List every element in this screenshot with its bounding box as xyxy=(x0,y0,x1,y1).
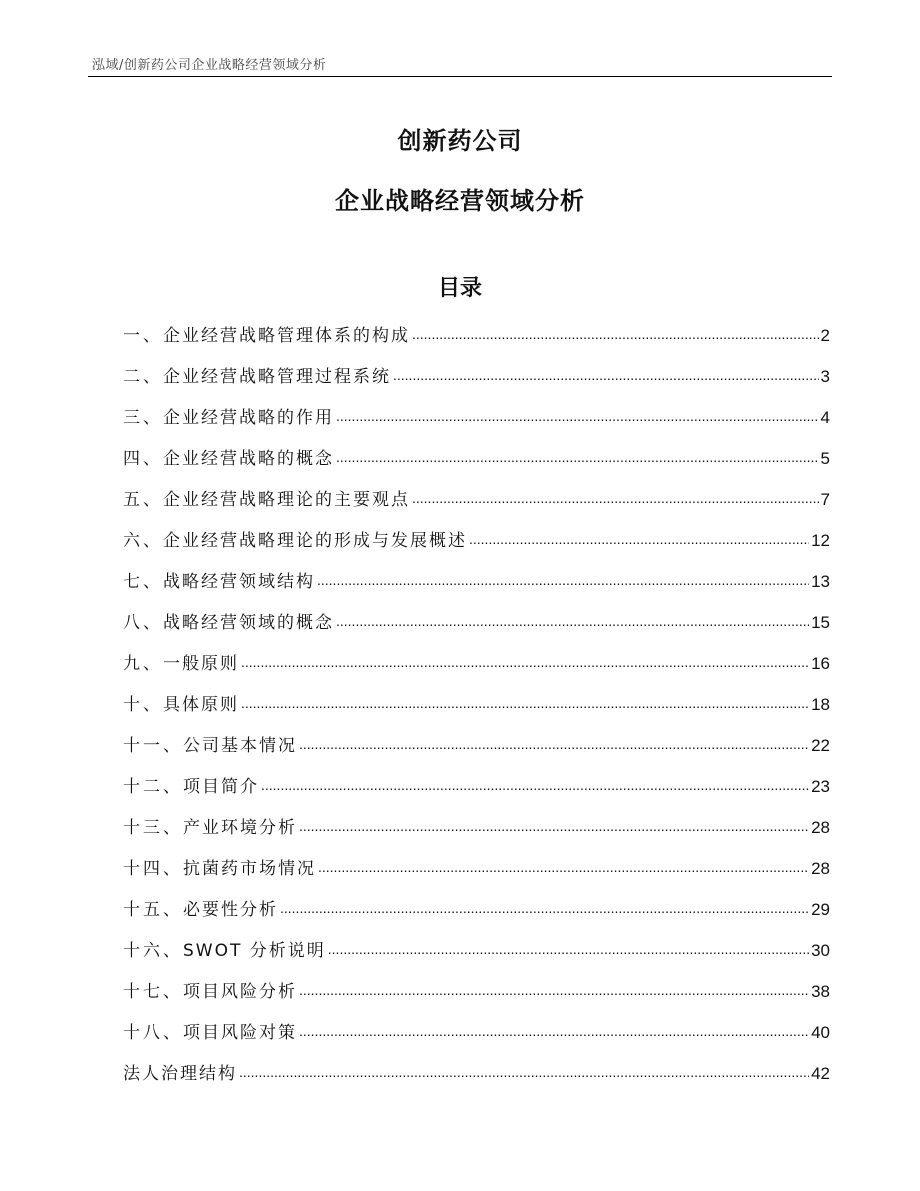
toc-leader-dots xyxy=(393,362,819,388)
toc-entry-number: 四、 xyxy=(123,449,163,469)
toc-entry-title: 公司基本情况 xyxy=(183,736,297,756)
toc-entry-number: 六、 xyxy=(123,531,163,551)
table-of-contents xyxy=(123,323,830,1102)
toc-entry-number: 十七、 xyxy=(123,982,183,1002)
toc-entry-title: 企业经营战略管理体系的构成 xyxy=(163,326,410,346)
toc-entry-title: 企业经营战略的概念 xyxy=(163,449,334,469)
toc-entry-title: 企业经营战略理论的形成与发展概述 xyxy=(163,531,467,551)
toc-entry-page: 28 xyxy=(811,859,830,878)
toc-entry-title: 具体原则 xyxy=(163,695,239,715)
toc-leader-dots xyxy=(299,731,809,757)
toc-entry-title: 一般原则 xyxy=(163,654,239,674)
toc-leader-dots xyxy=(239,1059,809,1085)
toc-entry-page: 16 xyxy=(811,654,830,673)
toc-entry-number: 十、 xyxy=(123,695,163,715)
toc-leader-dots xyxy=(280,895,809,921)
toc-entry-page: 29 xyxy=(811,900,830,919)
toc-entry[interactable] xyxy=(123,323,830,364)
toc-entry-page: 22 xyxy=(811,736,830,755)
toc-entry-title: 企业经营战略的作用 xyxy=(163,408,334,428)
toc-entry[interactable] xyxy=(123,938,830,979)
header-rule xyxy=(88,76,832,77)
toc-entry-number: 十四、 xyxy=(123,859,183,879)
toc-entry-number: 十八、 xyxy=(123,1023,183,1043)
toc-heading: 目录 xyxy=(437,276,482,301)
toc-leader-dots xyxy=(336,444,819,470)
running-header: 泓域/创新药公司企业战略经营领域分析 xyxy=(92,58,327,73)
toc-entry-number: 十二、 xyxy=(123,777,183,797)
toc-entry-page: 13 xyxy=(811,572,830,591)
toc-entry[interactable] xyxy=(123,610,830,651)
toc-entry-title: SWOT 分析说明 xyxy=(183,941,326,961)
toc-entry[interactable] xyxy=(123,364,830,405)
toc-entry-title: 企业经营战略管理过程系统 xyxy=(163,367,391,387)
toc-entry[interactable] xyxy=(123,528,830,569)
toc-entry-page: 2 xyxy=(820,326,830,345)
toc-entry-page: 23 xyxy=(811,777,830,796)
toc-entry[interactable] xyxy=(123,569,830,610)
toc-entry-number: 十六、 xyxy=(123,941,183,961)
toc-entry-page: 40 xyxy=(811,1023,830,1042)
toc-entry-number: 一、 xyxy=(123,326,163,346)
toc-leader-dots xyxy=(241,649,809,675)
toc-entry-page: 42 xyxy=(811,1064,830,1083)
toc-entry-title: 项目风险分析 xyxy=(183,982,297,1002)
toc-entry[interactable] xyxy=(123,487,830,528)
toc-leader-dots xyxy=(469,526,809,552)
toc-entry[interactable] xyxy=(123,774,830,815)
toc-entry-number: 十一、 xyxy=(123,736,183,756)
toc-entry-number: 七、 xyxy=(123,572,163,592)
toc-leader-dots xyxy=(299,1018,809,1044)
toc-leader-dots xyxy=(318,854,809,880)
toc-entry[interactable] xyxy=(123,815,830,856)
toc-entry-number: 三、 xyxy=(123,408,163,428)
toc-entry-page: 4 xyxy=(820,408,830,427)
toc-entry-title: 项目风险对策 xyxy=(183,1023,297,1043)
toc-entry[interactable] xyxy=(123,897,830,938)
toc-entry-title: 产业环境分析 xyxy=(183,818,297,838)
toc-entry-page: 28 xyxy=(811,818,830,837)
toc-entry-number: 八、 xyxy=(123,613,163,633)
toc-leader-dots xyxy=(261,772,809,798)
toc-entry-title: 项目简介 xyxy=(183,777,259,797)
toc-leader-dots xyxy=(412,321,819,347)
document-title: 企业战略经营领域分析 xyxy=(335,187,585,215)
toc-entry-number: 九、 xyxy=(123,654,163,674)
toc-leader-dots xyxy=(317,567,809,593)
toc-entry[interactable] xyxy=(123,733,830,774)
toc-entry-title: 战略经营领域的概念 xyxy=(163,613,334,633)
company-title: 创新药公司 xyxy=(397,127,523,155)
toc-entry-title: 战略经营领域结构 xyxy=(163,572,315,592)
toc-entry[interactable] xyxy=(123,979,830,1020)
toc-entry[interactable] xyxy=(123,856,830,897)
toc-entry-page: 7 xyxy=(820,490,830,509)
toc-entry[interactable] xyxy=(123,405,830,446)
toc-entry-number: 十五、 xyxy=(123,900,183,920)
toc-leader-dots xyxy=(336,608,809,634)
toc-leader-dots xyxy=(299,977,809,1003)
toc-leader-dots xyxy=(241,690,809,716)
toc-entry-title: 法人治理结构 xyxy=(123,1064,237,1084)
toc-entry[interactable] xyxy=(123,1020,830,1061)
toc-leader-dots xyxy=(328,936,809,962)
toc-entry[interactable] xyxy=(123,692,830,733)
toc-leader-dots xyxy=(412,485,819,511)
toc-entry-page: 18 xyxy=(811,695,830,714)
toc-leader-dots xyxy=(336,403,819,429)
toc-entry[interactable] xyxy=(123,1061,830,1102)
toc-entry-page: 3 xyxy=(820,367,830,386)
toc-entry-title: 企业经营战略理论的主要观点 xyxy=(163,490,410,510)
toc-entry-title: 抗菌药市场情况 xyxy=(183,859,316,879)
toc-entry-page: 15 xyxy=(811,613,830,632)
toc-entry-page: 12 xyxy=(811,531,830,550)
toc-entry[interactable] xyxy=(123,446,830,487)
toc-entry-title: 必要性分析 xyxy=(183,900,278,920)
toc-entry-page: 38 xyxy=(811,982,830,1001)
toc-entry-number: 二、 xyxy=(123,367,163,387)
toc-entry-number: 十三、 xyxy=(123,818,183,838)
toc-entry-page: 5 xyxy=(820,449,830,468)
toc-leader-dots xyxy=(299,813,809,839)
toc-entry-number: 五、 xyxy=(123,490,163,510)
toc-entry-page: 30 xyxy=(811,941,830,960)
toc-entry[interactable] xyxy=(123,651,830,692)
